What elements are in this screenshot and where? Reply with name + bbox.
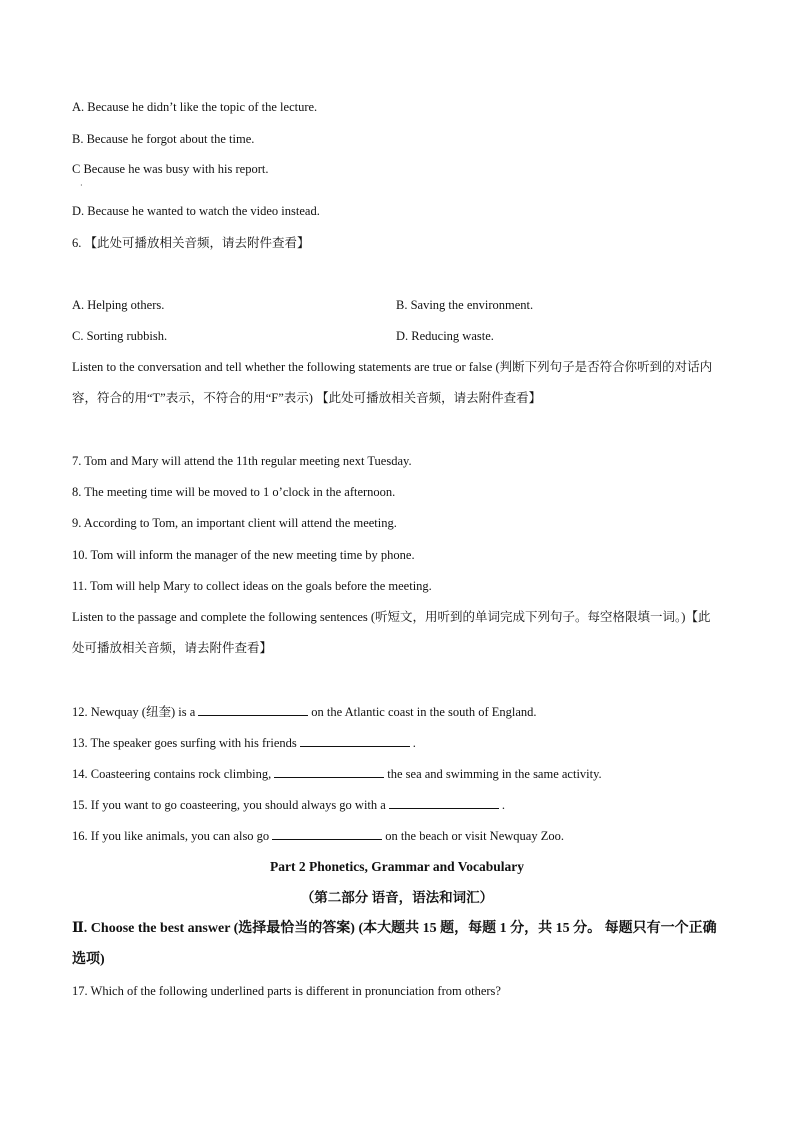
q6-option-b: B. Saving the environment. — [396, 298, 534, 312]
fill-item-12 — [72, 703, 537, 720]
fill-item-13-after: . — [412, 736, 416, 750]
question-17: 17. Which of the following underlined parts is different in pronunciation from others? — [72, 984, 501, 998]
tf-item-9: 9. According to Tom, an important client will attend the meeting. — [72, 516, 397, 530]
fill-instruction: Listen to the passage and complete the following sentences (听短文，用听到的单词完成下列句子。每空格限填一词。)【此处可播放相关音频，请去附件查看】 — [72, 610, 711, 655]
fill-item-13 — [72, 734, 416, 751]
q5-option-d: D. Because he wanted to watch the video instead. — [72, 204, 320, 218]
q5-option-c: C Because he was busy with his report. — [72, 162, 269, 176]
tf-item-10: 10. Tom will inform the manager of the new meeting time by phone. — [72, 548, 415, 562]
fill-item-16-after: on the beach or visit Newquay Zoo. — [385, 829, 564, 843]
q5-option-a: A. Because he didn’t like the topic of the lecture. — [72, 100, 318, 114]
tf-item-11: 11. Tom will help Mary to collect ideas on the goals before the meeting. — [72, 579, 432, 593]
tf-instruction: Listen to the conversation and tell whether the following statements are true or false (判断下列句子是否符合你听到的对话内容，符合的用“T”表示，不符合的用“F”表示) 【此处可播放相关音频，请去附件查看】 — [72, 360, 713, 405]
fill-item-14 — [72, 765, 602, 782]
fill-item-15-after: . — [501, 798, 505, 812]
q6-option-d: D. Reducing waste. — [396, 329, 494, 343]
part2-subtitle: （第二部分 语音，语法和词汇） — [300, 890, 494, 905]
tf-item-8: 8. The meeting time will be moved to 1 o’clock in the afternoon. — [72, 485, 396, 499]
answer-blank[interactable] — [389, 796, 499, 809]
fill-item-15-before: 15. If you want to go coasteering, you should always go with a — [72, 798, 386, 812]
fill-item-16 — [72, 827, 564, 844]
answer-blank[interactable] — [272, 827, 382, 840]
fill-item-12-before: 12. Newquay (纽奎) is a — [72, 705, 196, 719]
answer-blank[interactable] — [198, 703, 308, 716]
fill-item-16-before: 16. If you like animals, you can also go — [72, 829, 270, 843]
q5-option-c-dot: · — [80, 181, 83, 190]
q6-option-a: A. Helping others. — [72, 298, 165, 312]
section-heading: Ⅱ. Choose the best answer (选择最恰当的答案) (本大题共 15 题，每题 1 分，共 15 分。 每题只有一个正确选项) — [72, 921, 717, 967]
part2-title: Part 2 Phonetics, Grammar and Vocabulary — [270, 859, 524, 874]
fill-item-13-before: 13. The speaker goes surfing with his friends — [72, 736, 297, 750]
fill-item-14-after: the sea and swimming in the same activity. — [387, 767, 602, 781]
q6-prompt: 6. 【此处可播放相关音频，请去附件查看】 — [72, 236, 310, 250]
q5-option-b: B. Because he forgot about the time. — [72, 132, 255, 146]
answer-blank[interactable] — [274, 765, 384, 778]
fill-item-14-before: 14. Coasteering contains rock climbing, — [72, 767, 272, 781]
fill-item-12-after: on the Atlantic coast in the south of England. — [311, 705, 537, 719]
tf-item-7: 7. Tom and Mary will attend the 11th regular meeting next Tuesday. — [72, 454, 412, 468]
q6-option-c: C. Sorting rubbish. — [72, 329, 168, 343]
fill-item-15 — [72, 796, 505, 813]
answer-blank[interactable] — [300, 734, 410, 747]
